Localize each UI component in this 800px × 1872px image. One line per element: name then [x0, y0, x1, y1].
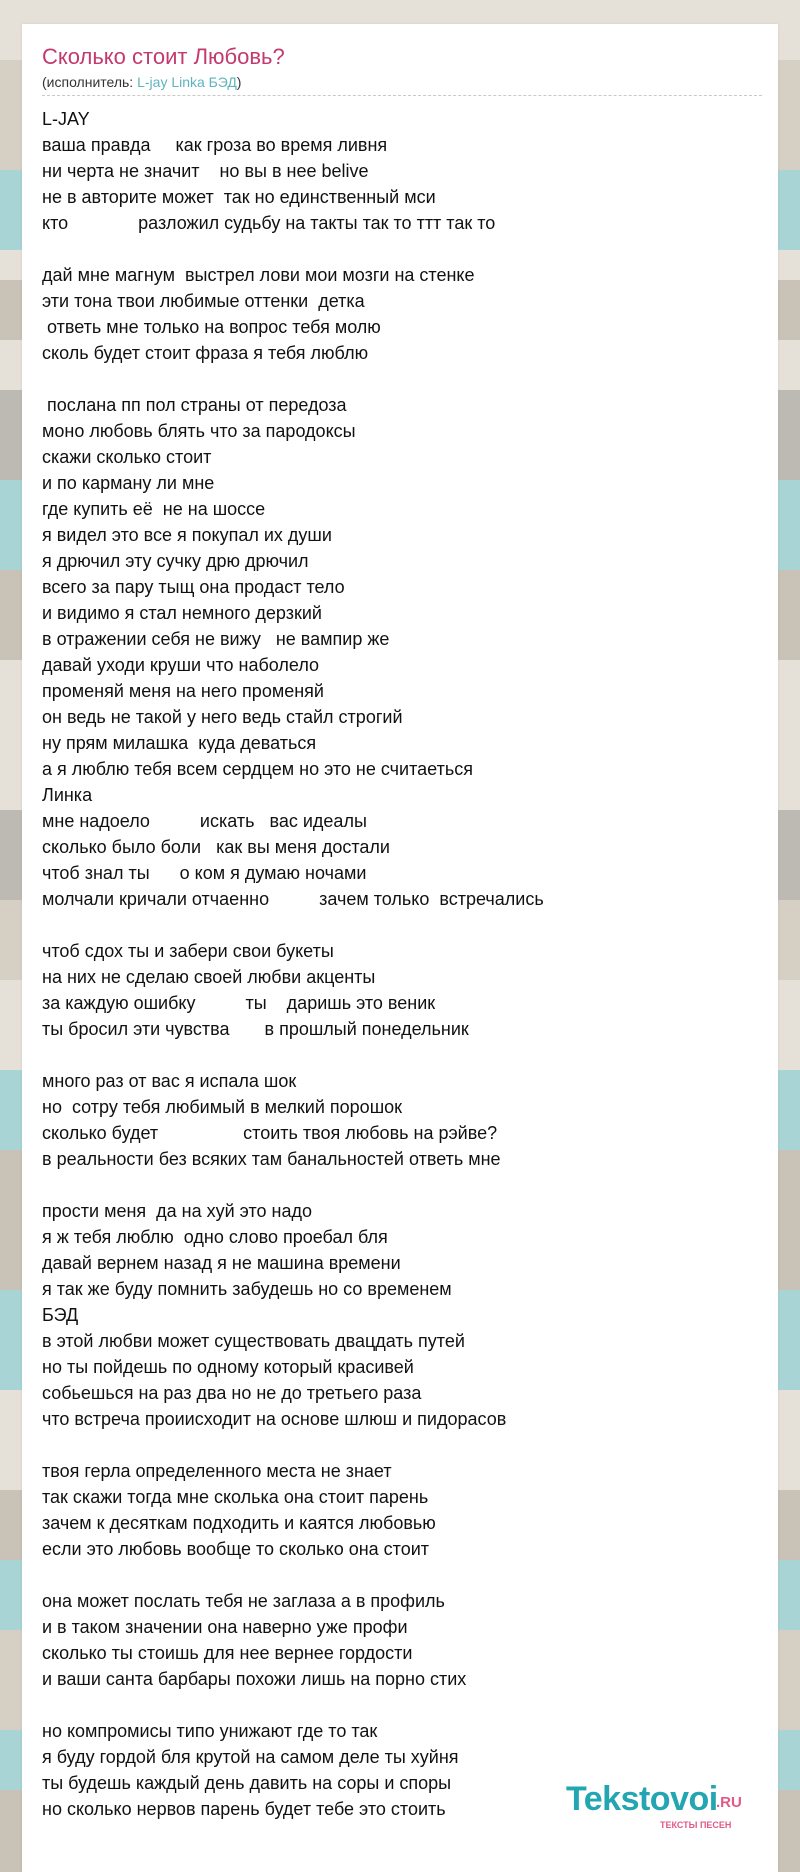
- lyric-line: прости меня да на хуй это надо: [42, 1201, 312, 1221]
- lyric-line: и ваши санта барбары похожи лишь на порно стих: [42, 1669, 467, 1689]
- lyric-line: молчали кричали отчаенно зачем только встречались: [42, 889, 544, 909]
- lyric-line: я дрючил эту сучку дрю дрючил: [42, 551, 309, 571]
- lyric-line: но сотру тебя любимый в мелкий порошок: [42, 1097, 403, 1117]
- lyric-line: L-JAY: [42, 109, 90, 129]
- lyric-line: ты бросил эти чувства в прошлый понедельник: [42, 1019, 469, 1039]
- lyric-line: в реальности без всяких там банальностей ответь мне: [42, 1149, 501, 1169]
- lyric-line: ответь мне только на вопрос тебя молю: [42, 317, 381, 337]
- lyric-line: что встреча проиисходит на основе шлюш и пидорасов: [42, 1409, 507, 1429]
- lyric-line: [42, 1562, 762, 1588]
- song-title: Сколько стоит Любовь?: [42, 44, 285, 69]
- lyric-line: мне надоело искать вас идеалы: [42, 811, 367, 831]
- tekstovoi-logo[interactable]: [546, 1780, 756, 1836]
- lyric-line: [42, 912, 762, 938]
- lyric-line: ни черта не значит но вы в нее belive: [42, 161, 369, 181]
- lyric-line: Линка: [42, 785, 93, 805]
- lyric-line: за каждую ошибку ты даришь это веник: [42, 993, 436, 1013]
- lyric-line: где купить её не на шоссе: [42, 499, 266, 519]
- lyric-line: так скажи тогда мне сколька она стоит парень: [42, 1487, 429, 1507]
- lyric-line: [42, 1432, 762, 1458]
- lyric-line: он ведь не такой у него ведь стайл строгий: [42, 707, 403, 727]
- lyric-line: променяй меня на него променяй: [42, 681, 324, 701]
- lyric-line: ты будешь каждый день давить на соры и споры: [42, 1773, 452, 1793]
- artist-link[interactable]: L-jay Linka БЭД: [137, 74, 237, 90]
- lyric-line: зачем к десяткам подходить и каятся любовью: [42, 1513, 436, 1533]
- lyric-line: я так же буду помнить забудешь но со временем: [42, 1279, 452, 1299]
- lyric-line: БЭД: [42, 1305, 79, 1325]
- lyric-line: эти тона твои любимые оттенки детка: [42, 291, 365, 311]
- byline-prefix: (исполнитель:: [42, 74, 138, 90]
- lyric-line: [42, 1692, 762, 1718]
- lyric-line: [42, 1172, 762, 1198]
- lyric-line: но ты пойдешь по одному который красивей: [42, 1357, 414, 1377]
- lyric-line: всего за пару тыщ она продаст тело: [42, 577, 345, 597]
- lyric-line: чтоб знал ты о ком я думаю ночами: [42, 863, 367, 883]
- lyric-line: сколько ты стоишь для нее вернее гордости: [42, 1643, 413, 1663]
- lyric-line: на них не сделаю своей любви акценты: [42, 967, 376, 987]
- lyric-line: моно любовь блять что за пародоксы: [42, 421, 356, 441]
- lyric-line: не в авторите может так но единственный мси: [42, 187, 436, 207]
- lyric-line: я видел это все я покупал их души: [42, 525, 332, 545]
- lyric-line: сколько было боли как вы меня достали: [42, 837, 390, 857]
- brand-tld: .RU: [716, 1794, 742, 1811]
- artist-byline: [42, 74, 241, 90]
- lyric-line: ну прям милашка куда деваться: [42, 733, 317, 753]
- lyrics-card: [22, 24, 778, 1872]
- lyric-line: собьешься на раз два но не до третьего раза: [42, 1383, 422, 1403]
- brand-tagline: ТЕКСТЫ ПЕСЕН: [660, 1820, 732, 1830]
- byline-suffix: ): [236, 74, 242, 90]
- lyric-line: [42, 1042, 762, 1068]
- lyric-line: послана пп пол страны от передоза: [42, 395, 347, 415]
- lyric-line: я буду гордой бля крутой на самом деле ты хуйня: [42, 1747, 459, 1767]
- lyric-line: чтоб сдох ты и забери свои букеты: [42, 941, 334, 961]
- lyric-line: и в таком значении она наверно уже профи: [42, 1617, 408, 1637]
- lyric-line: если это любовь вообще то сколько она стоит: [42, 1539, 430, 1559]
- lyric-line: она может послать тебя не заглаза а в профиль: [42, 1591, 445, 1611]
- lyric-line: я ж тебя люблю одно слово проебал бля: [42, 1227, 388, 1247]
- lyric-line: в отражении себя не вижу не вампир же: [42, 629, 390, 649]
- lyric-line: но компромисы типо унижают где то так: [42, 1721, 378, 1741]
- lyric-line: сколь будет стоит фраза я тебя люблю: [42, 343, 369, 363]
- lyric-line: кто разложил судьбу на такты так то ттт так то: [42, 213, 496, 233]
- lyric-line: скажи сколько стоит: [42, 447, 212, 467]
- lyric-line: [42, 236, 762, 262]
- lyric-line: давай уходи круши что наболело: [42, 655, 320, 675]
- lyric-line: твоя герла определенного места не знает: [42, 1461, 392, 1481]
- lyrics-text: [42, 106, 762, 1822]
- lyric-line: [42, 366, 762, 392]
- brand-name: Tekstovoi: [566, 1780, 718, 1818]
- lyric-line: ваша правда как гроза во время ливня: [42, 135, 388, 155]
- lyric-line: но сколько нервов парень будет тебе это стоить: [42, 1799, 446, 1819]
- dashed-divider: [42, 95, 762, 96]
- lyric-line: дай мне магнум выстрел лови мои мозги на стенке: [42, 265, 475, 285]
- lyric-line: в этой любви может существовать двацдать путей: [42, 1331, 465, 1351]
- lyric-line: сколько будет стоить твоя любовь на рэйве?: [42, 1123, 498, 1143]
- lyric-line: давай вернем назад я не машина времени: [42, 1253, 401, 1273]
- lyric-line: и по карману ли мне: [42, 473, 215, 493]
- lyric-line: а я люблю тебя всем сердцем но это не считаеться: [42, 759, 473, 779]
- lyric-line: и видимо я стал немного дерзкий: [42, 603, 322, 623]
- lyric-line: много раз от вас я испала шок: [42, 1071, 297, 1091]
